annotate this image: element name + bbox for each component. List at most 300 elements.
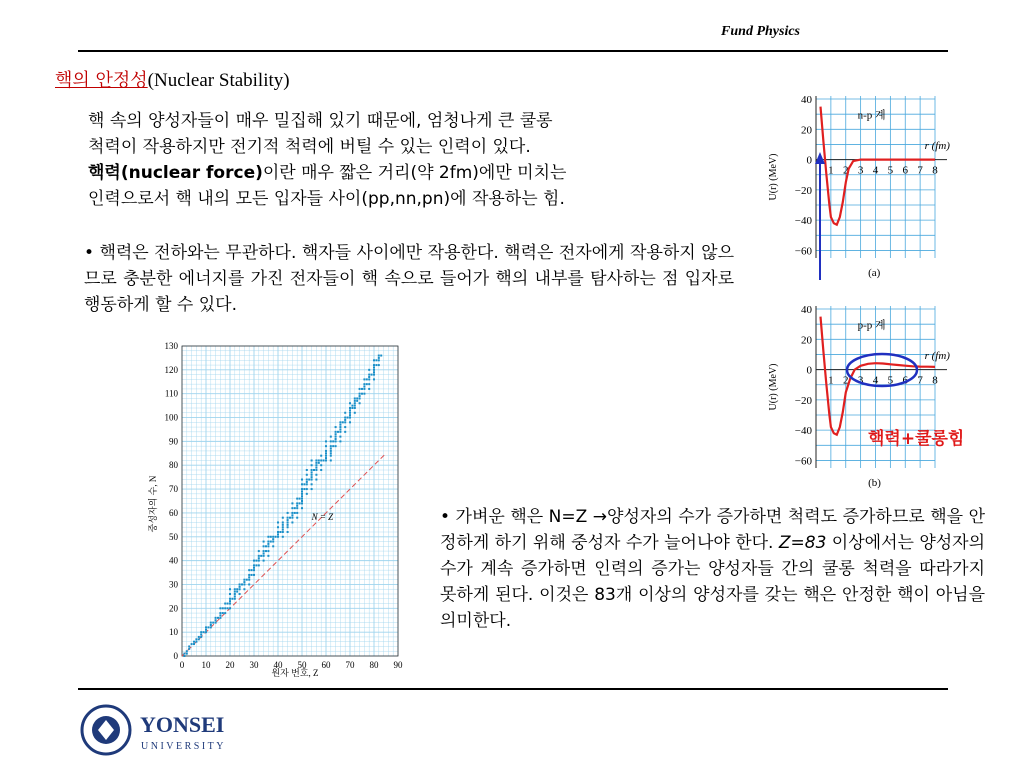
stable-nuclide-point <box>361 393 363 395</box>
stable-nuclide-point <box>296 498 298 500</box>
stable-nuclide-point <box>301 507 303 509</box>
nz-x-tick-label: 40 <box>273 660 283 670</box>
stable-nuclide-point <box>188 645 190 647</box>
stable-nuclide-point <box>308 479 310 481</box>
stable-nuclide-point <box>301 502 303 504</box>
np-y-axis-label: U(r) (MeV) <box>768 153 779 201</box>
stable-nuclide-point <box>342 421 344 423</box>
stable-nuclide-point <box>375 364 377 366</box>
stable-nuclide-point <box>335 445 337 447</box>
stable-nuclide-point <box>243 579 245 581</box>
stable-nuclide-point <box>267 555 269 557</box>
stable-nuclide-point <box>354 407 356 409</box>
stable-nuclide-point <box>287 524 289 526</box>
stable-nuclide-point <box>344 419 346 421</box>
pot-x-tick-label: 5 <box>887 374 894 387</box>
stable-nuclide-point <box>291 512 293 514</box>
potential-chart-np <box>760 86 980 286</box>
stable-nuclide-point <box>224 603 226 605</box>
stable-nuclide-point <box>275 536 277 538</box>
stable-nuclide-point <box>378 355 380 357</box>
neutron-proton-chart <box>150 336 420 682</box>
pot-y-tick-label: 20 <box>801 124 812 137</box>
stable-nuclide-point <box>311 483 313 485</box>
stable-nuclide-point <box>248 576 250 578</box>
slide-title-english: (Nuclear Stability) <box>147 70 290 91</box>
stable-nuclide-point <box>339 440 341 442</box>
pot-y-tick-label: −40 <box>794 215 812 228</box>
stable-nuclide-point <box>248 579 250 581</box>
slide-title <box>55 66 290 92</box>
stable-nuclide-point <box>349 407 351 409</box>
stable-nuclide-point <box>251 574 253 576</box>
nz-x-tick-label: 10 <box>201 660 211 670</box>
nz-y-tick-label: 50 <box>169 531 178 542</box>
stable-nuclide-point <box>359 388 361 390</box>
stable-nuclide-point <box>301 495 303 497</box>
stable-nuclide-point <box>219 614 221 616</box>
stable-nuclide-point <box>195 641 197 643</box>
nz-x-tick-label: 50 <box>297 660 307 670</box>
stable-nuclide-point <box>349 421 351 423</box>
stable-nuclide-point <box>363 386 365 388</box>
intro-line-4: 인력으로서 핵 내의 모든 입자들 사이(pp,nn,pn)에 작용하는 힘. <box>88 189 565 209</box>
z83-term: Z=83 <box>778 533 827 553</box>
pot-x-tick-label: 3 <box>857 374 864 387</box>
stable-nuclide-point <box>289 517 291 519</box>
n-equals-z-label: N = Z <box>311 512 334 523</box>
nz-x-tick-label: 0 <box>179 660 185 670</box>
stable-nuclide-point <box>311 474 313 476</box>
stable-nuclide-point <box>306 469 308 471</box>
stable-nuclide-point <box>363 378 365 380</box>
stable-nuclide-point <box>291 517 293 519</box>
stable-nuclide-point <box>339 431 341 433</box>
stable-nuclide-point <box>373 369 375 371</box>
stable-nuclide-point <box>291 507 293 509</box>
stable-nuclide-point <box>325 455 327 457</box>
stable-nuclide-point <box>301 479 303 481</box>
stable-nuclide-point <box>337 431 339 433</box>
right-arrow-icon: → <box>592 507 608 527</box>
stable-nuclide-point <box>267 541 269 543</box>
nz-x-tick-label: 70 <box>345 660 355 670</box>
stable-nuclide-point <box>315 459 317 461</box>
pp-y-axis-label: U(r) (MeV) <box>768 363 779 411</box>
stable-nuclide-point <box>277 536 279 538</box>
stable-nuclide-point <box>320 464 322 466</box>
course-title: Fund Physics <box>721 24 800 39</box>
stable-nuclide-point <box>335 436 337 438</box>
stable-nuclide-point <box>183 653 185 655</box>
stable-nuclide-point <box>349 412 351 414</box>
nz-x-tick-label: 30 <box>249 660 259 670</box>
stable-nuclide-point <box>371 374 373 376</box>
stable-nuclide-point <box>210 622 212 624</box>
pot-x-tick-label: 5 <box>887 164 894 177</box>
p3-part2: 양성자의 수가 증가하면 척력도 증가하므로 핵을 안정하게 하기 위해 중성자 수가 늘어나야 한다. <box>440 507 985 553</box>
stable-nuclide-point <box>205 626 207 628</box>
stable-nuclide-point <box>277 533 279 535</box>
n-equals-z-line <box>182 453 386 656</box>
stable-nuclide-point <box>344 417 346 419</box>
stable-nuclide-point <box>287 519 289 521</box>
stable-nuclide-point <box>234 588 236 590</box>
np-panel-label: (a) <box>868 267 881 279</box>
stable-nuclide-point <box>267 550 269 552</box>
stable-nuclide-point <box>361 388 363 390</box>
stable-nuclide-point <box>234 595 236 597</box>
nz-y-tick-label: 20 <box>169 603 178 614</box>
stable-nuclide-point <box>272 536 274 538</box>
nuclear-plus-coulomb-annotation: 핵력+쿨롱힘 <box>868 429 965 449</box>
stable-nuclide-point <box>183 655 185 657</box>
stable-nuclide-point <box>306 488 308 490</box>
pot-x-tick-label: 8 <box>932 164 938 177</box>
stable-nuclide-point <box>294 512 296 514</box>
stable-nuclide-point <box>291 502 293 504</box>
stable-nuclide-point <box>318 459 320 461</box>
stable-nuclide-point <box>306 481 308 483</box>
stable-nuclide-point <box>311 471 313 473</box>
pot-x-tick-label: 7 <box>917 164 923 177</box>
pot-x-tick-label: 1 <box>828 164 834 177</box>
stable-nuclide-point <box>205 631 207 633</box>
stable-nuclide-point <box>294 507 296 509</box>
stable-nuclide-point <box>270 541 272 543</box>
stable-nuclide-point <box>229 603 231 605</box>
stable-nuclide-point <box>248 569 250 571</box>
stable-nuclide-point <box>234 593 236 595</box>
nz-y-tick-label: 0 <box>173 651 178 661</box>
stable-nuclide-point <box>198 638 200 640</box>
stable-nuclide-point <box>301 483 303 485</box>
stable-nuclide-point <box>363 388 365 390</box>
stable-nuclide-point <box>330 450 332 452</box>
stable-nuclide-point <box>267 545 269 547</box>
stable-nuclide-point <box>306 483 308 485</box>
stable-nuclide-point <box>306 474 308 476</box>
stable-nuclide-point <box>265 550 267 552</box>
stable-nuclide-point <box>311 479 313 481</box>
stable-nuclide-point <box>229 600 231 602</box>
pot-y-tick-label: 40 <box>801 94 812 107</box>
p3-part1: • 가벼운 핵은 N=Z <box>440 507 593 527</box>
stable-nuclide-point <box>325 459 327 461</box>
stable-nuclide-point <box>243 583 245 585</box>
pot-y-tick-label: 20 <box>801 334 812 347</box>
stable-nuclide-point <box>263 545 265 547</box>
pot-y-tick-label: −60 <box>794 245 812 258</box>
stable-nuclide-point <box>203 631 205 633</box>
stable-nuclide-point <box>299 498 301 500</box>
stable-nuclide-point <box>373 364 375 366</box>
pot-x-tick-label: 2 <box>843 164 849 177</box>
stable-nuclide-point <box>366 378 368 380</box>
stable-nuclide-point <box>320 459 322 461</box>
stable-nuclide-point <box>219 607 221 609</box>
stable-nuclide-point <box>359 395 361 397</box>
stable-nuclide-point <box>330 455 332 457</box>
stable-nuclide-point <box>258 557 260 559</box>
stable-nuclide-point <box>265 545 267 547</box>
stable-nuclide-point <box>368 383 370 385</box>
stable-nuclide-point <box>229 593 231 595</box>
stable-nuclide-point <box>215 617 217 619</box>
stable-nuclide-point <box>299 502 301 504</box>
stable-nuclide-point <box>325 452 327 454</box>
stable-nuclide-point <box>215 622 217 624</box>
stable-nuclide-point <box>301 500 303 502</box>
pot-x-tick-label: 3 <box>857 164 864 177</box>
stable-nuclide-point <box>270 536 272 538</box>
stable-nuclide-point <box>287 526 289 528</box>
stable-nuclide-point <box>378 364 380 366</box>
stable-nuclide-point <box>296 507 298 509</box>
stable-nuclide-point <box>347 417 349 419</box>
stable-nuclide-point <box>306 479 308 481</box>
nz-y-tick-label: 110 <box>164 388 178 399</box>
stable-nuclide-point <box>267 543 269 545</box>
stable-nuclide-point <box>236 591 238 593</box>
stable-nuclide-point <box>325 445 327 447</box>
stable-nuclide-point <box>210 626 212 628</box>
stable-nuclide-point <box>354 412 356 414</box>
stable-nuclide-point <box>224 612 226 614</box>
stable-nuclide-point <box>378 357 380 359</box>
stable-nuclide-point <box>378 359 380 361</box>
stable-nuclide-point <box>315 479 317 481</box>
yonsei-logo <box>80 702 260 758</box>
nz-y-tick-label: 100 <box>164 412 178 423</box>
stable-nuclide-point <box>303 483 305 485</box>
stable-nuclide-point <box>356 400 358 402</box>
nz-y-tick-label: 60 <box>169 507 178 518</box>
stable-nuclide-point <box>186 653 188 655</box>
stable-nuclide-point <box>373 366 375 368</box>
stable-nuclide-point <box>335 426 337 428</box>
stable-nuclide-point <box>246 579 248 581</box>
stable-nuclide-point <box>193 643 195 645</box>
nz-x-axis-label: 원자 번호, Z <box>271 668 319 678</box>
slide-title-korean: 핵의 안정성 <box>55 70 148 91</box>
stable-nuclide-point <box>368 369 370 371</box>
pp-system-label: p-p 계 <box>857 319 886 332</box>
stable-nuclide-point <box>315 464 317 466</box>
stable-nuclide-point <box>248 583 250 585</box>
stable-nuclide-point <box>263 541 265 543</box>
stable-nuclide-point <box>258 560 260 562</box>
stable-nuclide-point <box>320 455 322 457</box>
stable-nuclide-point <box>349 414 351 416</box>
stable-nuclide-point <box>272 545 274 547</box>
stable-nuclide-point <box>339 424 341 426</box>
stable-nuclide-point <box>258 550 260 552</box>
stable-nuclide-point <box>277 521 279 523</box>
stable-nuclide-point <box>253 574 255 576</box>
intro-line-1: 핵 속의 양성자들이 매우 밀집해 있기 때문에, 엄청나게 큰 쿨롱 <box>88 111 553 131</box>
stable-nuclide-point <box>351 407 353 409</box>
nz-x-tick-label: 90 <box>393 660 403 670</box>
stable-nuclide-point <box>306 493 308 495</box>
pot-x-tick-label: 4 <box>872 164 879 177</box>
stable-nuclide-point <box>366 383 368 385</box>
stable-nuclide-point <box>363 383 365 385</box>
stable-nuclide-point <box>229 598 231 600</box>
stable-nuclide-point <box>332 445 334 447</box>
stable-nuclide-point <box>200 634 202 636</box>
stable-nuclide-point <box>296 502 298 504</box>
stable-nuclide-point <box>344 426 346 428</box>
stable-nuclide-point <box>282 536 284 538</box>
stable-nuclide-point <box>227 603 229 605</box>
stable-nuclide-point <box>229 607 231 609</box>
stable-nuclide-point <box>219 612 221 614</box>
stable-nuclide-point <box>368 388 370 390</box>
stable-nuclide-point <box>227 607 229 609</box>
intro-paragraph <box>88 108 748 212</box>
stable-nuclide-point <box>335 433 337 435</box>
stable-nuclide-point <box>210 624 212 626</box>
stable-nuclide-point <box>239 593 241 595</box>
pot-y-tick-label: 40 <box>801 304 812 317</box>
stable-nuclide-point <box>349 417 351 419</box>
stable-nuclide-point <box>323 459 325 461</box>
pot-x-tick-label: 6 <box>902 164 908 177</box>
stable-nuclide-point <box>291 521 293 523</box>
stable-nuclide-point <box>234 591 236 593</box>
stable-nuclide-point <box>344 421 346 423</box>
stable-nuclide-point <box>219 617 221 619</box>
nuclear-force-term: 핵력(nuclear force) <box>88 163 263 183</box>
stable-nuclide-point <box>263 555 265 557</box>
pot-x-tick-label: 1 <box>828 374 834 387</box>
stable-nuclide-point <box>193 641 195 643</box>
bullet-stability-trend <box>440 504 985 634</box>
stable-nuclide-point <box>200 631 202 633</box>
stable-nuclide-point <box>301 498 303 500</box>
top-divider <box>78 50 948 52</box>
stable-nuclide-point <box>315 469 317 471</box>
stable-nuclide-point <box>248 574 250 576</box>
stable-nuclide-point <box>263 560 265 562</box>
stable-nuclide-point <box>359 397 361 399</box>
stable-nuclide-point <box>186 650 188 652</box>
stable-nuclide-point <box>277 531 279 533</box>
stable-nuclide-point <box>267 536 269 538</box>
stable-nuclide-point <box>241 583 243 585</box>
stable-nuclide-point <box>282 529 284 531</box>
stable-nuclide-point <box>332 440 334 442</box>
nz-y-tick-label: 40 <box>169 555 178 566</box>
pot-x-tick-label: 8 <box>932 374 938 387</box>
stable-nuclide-point <box>349 409 351 411</box>
stable-nuclide-point <box>330 459 332 461</box>
stable-nuclide-point <box>335 431 337 433</box>
stable-nuclide-point <box>339 426 341 428</box>
stable-nuclide-point <box>253 569 255 571</box>
stable-nuclide-point <box>279 531 281 533</box>
bullet-nuclear-force: • 핵력은 전하와는 무관하다. 핵자들 사이에만 작용한다. 핵력은 전자에게 작용하지 않으므로 충분한 에너지를 가진 전자들이 핵 속으로 들어가 핵의 내부를 탐사하는 점 입자로 행동하게 할 수 있다. <box>84 243 734 315</box>
stable-nuclide-point <box>359 402 361 404</box>
stable-nuclide-point <box>188 648 190 650</box>
stable-nuclide-point <box>311 469 313 471</box>
stable-nuclide-point <box>191 643 193 645</box>
nz-y-axis-label: 중성자의 수, N <box>148 475 158 533</box>
stable-nuclide-point <box>380 355 382 357</box>
stable-nuclide-point <box>330 445 332 447</box>
stable-nuclide-point <box>325 457 327 459</box>
stable-nuclide-point <box>296 512 298 514</box>
stable-nuclide-point <box>330 440 332 442</box>
stable-nuclide-point <box>251 569 253 571</box>
np-x-axis-label: r (fm) <box>924 139 950 152</box>
stable-nuclide-point <box>291 514 293 516</box>
nz-x-tick-label: 80 <box>369 660 379 670</box>
stable-nuclide-point <box>373 371 375 373</box>
nz-x-tick-label: 60 <box>321 660 331 670</box>
stable-nuclide-point <box>330 452 332 454</box>
stable-nuclide-point <box>205 629 207 631</box>
intro-line-3-rest: 이란 매우 짧은 거리(약 2fm)에만 미치는 <box>262 163 567 183</box>
pot-x-tick-label: 7 <box>917 374 923 387</box>
stable-nuclide-point <box>296 517 298 519</box>
stable-nuclide-point <box>258 555 260 557</box>
stable-nuclide-point <box>373 359 375 361</box>
stable-nuclide-point <box>282 524 284 526</box>
stable-nuclide-point <box>303 488 305 490</box>
stable-nuclide-point <box>301 488 303 490</box>
stable-nuclide-point <box>356 397 358 399</box>
range-marker <box>812 150 832 290</box>
pot-y-tick-label: 0 <box>806 154 812 167</box>
stable-nuclide-point <box>354 400 356 402</box>
stable-nuclide-point <box>344 412 346 414</box>
nz-y-tick-label: 130 <box>164 341 178 351</box>
stable-nuclide-point <box>212 622 214 624</box>
stable-nuclide-point <box>373 378 375 380</box>
pot-y-tick-label: −40 <box>794 425 812 438</box>
stable-nuclide-point <box>354 402 356 404</box>
potential-chart-pp <box>760 296 980 496</box>
stable-nuclide-point <box>255 564 257 566</box>
stable-nuclide-point <box>234 598 236 600</box>
bottom-divider <box>78 688 948 690</box>
stable-nuclide-point <box>351 405 353 407</box>
stable-nuclide-point <box>325 440 327 442</box>
nz-y-tick-label: 10 <box>169 627 178 638</box>
stable-nuclide-point <box>373 374 375 376</box>
stable-nuclide-point <box>253 567 255 569</box>
stable-nuclide-point <box>263 552 265 554</box>
stable-nuclide-point <box>330 448 332 450</box>
stable-nuclide-point <box>339 421 341 423</box>
stable-nuclide-point <box>195 638 197 640</box>
pot-x-tick-label: 4 <box>872 374 879 387</box>
stable-nuclide-point <box>272 538 274 540</box>
stable-nuclide-point <box>229 588 231 590</box>
stable-nuclide-point <box>236 588 238 590</box>
stable-nuclide-point <box>253 564 255 566</box>
intro-line-3 <box>88 160 748 186</box>
nz-y-tick-label: 120 <box>164 364 178 375</box>
stable-nuclide-point <box>368 378 370 380</box>
stable-nuclide-point <box>282 521 284 523</box>
nz-y-tick-label: 30 <box>169 579 178 590</box>
stable-nuclide-point <box>239 588 241 590</box>
pp-panel-label: (b) <box>868 477 881 489</box>
nz-frame <box>182 346 398 656</box>
